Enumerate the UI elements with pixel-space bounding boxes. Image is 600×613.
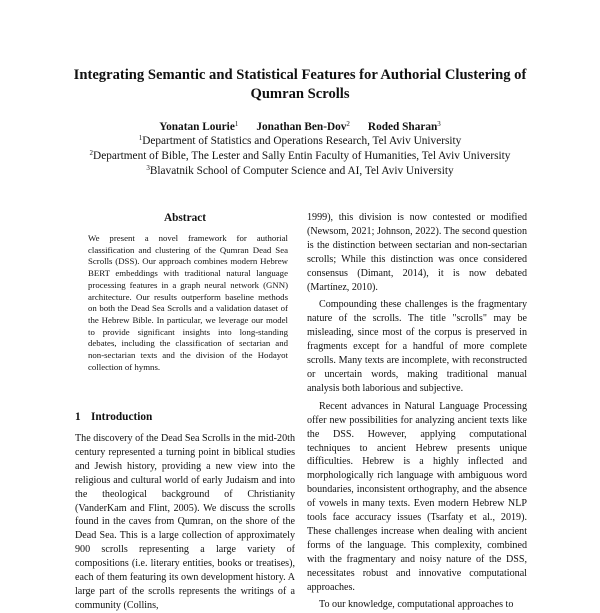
paper-title: Integrating Semantic and Statistical Features for Authorial Clustering of Qumran Scrolls [73,67,527,102]
body-paragraph: Recent advances in Natural Language Processing offer new possibilities for analyzing ancient texts like the DSS. However, applying computational techniques to ancient Hebrew presents unique difficulties. Hebrew is a highly inflected and morphologically rich language with ambiguous word boundaries, inconsistent orthography, and the absence of vowels in many texts. Even modern Hebrew NLP tools face accuracy issues (Tsarfaty et al., 2019). These challenges increase when dealing with ancient forms of the language. This complexity, combined with the fragmentary and noisy nature of the DSS, necessitates robust and innovative computational approaches. [307,400,527,593]
affiliation: $^3$Blavatnik School of Computer Science and AI, Tel Aviv University [146,164,454,177]
author-name: Jonathan Ben-Dov$^2$ [256,120,350,133]
section-heading: 1 Introduction [75,411,153,423]
affiliation-list [0,134,600,179]
abstract-heading: Abstract [163,212,207,224]
author-list [0,120,600,134]
affiliation: $^1$Department of Statistics and Operations Research, Tel Aviv University [138,134,462,147]
body-paragraph: 1999), this division is now contested or modified (Newsom, 2021; Johnson, 2022). The second question is the distinction between sectarian and non-sectarian scrolls; While this distinction was once considered consensus (Dimant, 2014), it is now debated (Martínez, 2010). [307,212,527,293]
body-paragraph: The discovery of the Dead Sea Scrolls in the mid-20th century represented a turning point in biblical studies and Jewish history, providing a new view into the religious and cultural world of early Judaism and into the theological background of Christianity (VanderKam and Flint, 2005). We discuss the scrolls found in the caves from Qumran, on the shore of the Dead Sea. This is a large collection of approximately 900 scrolls representing a large variety of compositions (i.e. literary entities, books or treatises), each of them featuring its own development history. A large part of the scrolls represents the writings of a community (Collins, [75,433,295,611]
author-name: Yonatan Lourie$^1$ [159,120,239,133]
affiliation: $^2$Department of Bible, The Lester and Sally Entin Faculty of Humanities, Tel Aviv University [89,149,511,162]
abstract-text: We present a novel framework for authorial classification and clustering of the Qumran Dead Sea Scrolls (DSS). Our approach combines modern Hebrew BERT embeddings with traditional natural language processing features in a graph neural network (GNN) architecture. Our results outperform baseline methods on both the Dead Sea Scrolls and a validation dataset of the Hebrew Bible. In particular, we leverage our model to provide significant insights into long-standing debates, including the classification of sectarian and non-sectarian texts and the division of the Hodayot collection of hymns. [88,233,288,372]
body-paragraph: Compounding these challenges is the fragmentary nature of the scrolls. The title "scrolls" may be misleading, since most of the corpus is preserved in fragments except for a handful of more complete scrolls. Many texts are incomplete, with reconstructed or uncertain words, making traditional manual analysis both laborious and subjective. [307,299,527,394]
body-paragraph: To our knowledge, computational approaches to [319,599,514,611]
right-column [307,211,527,611]
author-name: Roded Sharan$^3$ [367,120,441,133]
